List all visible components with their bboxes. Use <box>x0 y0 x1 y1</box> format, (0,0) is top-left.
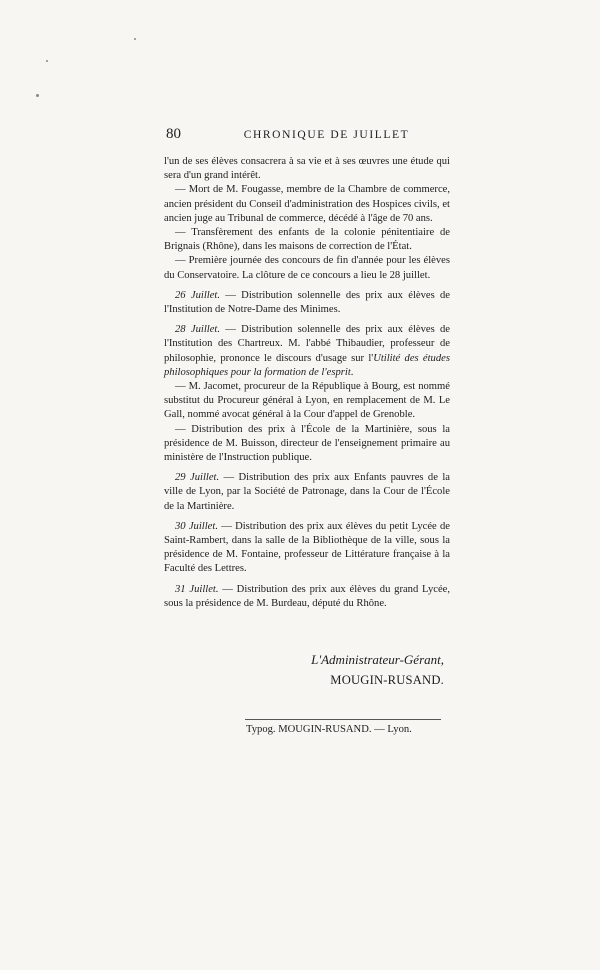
paper-speck <box>134 38 136 40</box>
paragraph <box>164 254 450 282</box>
dated-paragraph <box>164 289 450 317</box>
paragraph-text: — Distribution des prix à l'École de la Martinière, sous la présidence de M. Buisson, directeur de l'enseignement primaire au ministère de l'Instruction publique. <box>164 423 450 464</box>
body-text <box>164 155 450 611</box>
page-number: 80 <box>166 126 181 142</box>
paragraph <box>164 183 450 226</box>
paragraph <box>164 380 450 423</box>
paragraph-text: — M. Jacomet, procureur de la République à Bourg, est nommé substitut du Procureur général à Lyon, en remplacement de M. Le Gall, nommé avocat général à la Cour d'appel de Grenoble. <box>164 381 450 421</box>
dated-paragraph <box>164 583 450 611</box>
paragraph-tail: . <box>350 366 354 378</box>
paragraph-text: — Mort de M. Fougasse, membre de la Chambre de commerce, ancien président du Conseil d'administration des Hospices civils, et ancien juge au Tribunal de commerce, décédé à l'âge de 70 ans. <box>164 184 450 224</box>
entry-date: 30 Juillet. <box>175 520 218 532</box>
paragraph <box>164 155 450 183</box>
paragraph-text: — Transfèrement des enfants de la colonie pénitentiaire de Brignais (Rhône), dans les maisons de correction de l'État. <box>164 227 450 253</box>
paragraph-text: — Première journée des concours de fin d'année pour les élèves du Conservatoire. La clôture de ce concours a lieu le 28 juillet. <box>164 255 450 281</box>
paper-speck <box>36 94 39 97</box>
signature-role: L'Administrateur-Gérant, <box>311 652 444 667</box>
paragraph-text: — Distribution des prix aux élèves du petit Lycée de Saint-Rambert, dans la salle de la Bibliothèque de la ville, sous la présidence de M. Fontaine, professeur de Littérature française à la Faculté des Lettres. <box>164 520 450 575</box>
running-title: CHRONIQUE DE JUILLET <box>243 129 410 141</box>
divider <box>245 719 441 720</box>
signature-name: MOUGIN-RUSAND. <box>330 673 444 687</box>
paragraph-text: — Distribution des prix aux Enfants pauvres de la ville de Lyon, par la Société de Patronage, dans la Cour de l'École de la Martinière. <box>164 472 450 512</box>
dated-paragraph <box>164 471 450 514</box>
paragraph <box>164 226 450 254</box>
page-header <box>166 126 448 143</box>
paragraph-text: — Distribution solennelle des prix aux élèves de l'Institution des Chartreux. M. l'abbé Thibaudier, professeur de philosophie, prononce le discours d'usage sur l' <box>164 324 450 364</box>
entry-date: 28 Juillet. <box>175 324 221 336</box>
signature-block <box>164 649 444 691</box>
dated-paragraph <box>164 323 450 380</box>
paragraph-text: l'un de ses élèves consacrera à sa vie et à ses œuvres une étude qui sera d'un grand intérêt. <box>164 156 450 182</box>
printer-imprint: Typog. MOUGIN-RUSAND. — Lyon. <box>246 724 412 735</box>
paragraph-text: — Distribution des prix aux élèves du grand Lycée, sous la présidence de M. Burdeau, député du Rhône. <box>164 583 450 609</box>
entry-date: 29 Juillet. <box>175 472 220 484</box>
entry-date: 26 Juillet. <box>175 289 221 301</box>
entry-date: 31 Juillet. <box>175 583 219 595</box>
italic-title: Utilité des études philosophiques pour la formation de l'esprit <box>164 352 450 378</box>
paper-speck <box>46 60 48 62</box>
paragraph-text: — Distribution solennelle des prix aux élèves de l'Institution de Notre-Dame des Minimes. <box>164 289 450 316</box>
paragraph <box>164 423 450 466</box>
dated-paragraph <box>164 520 450 577</box>
